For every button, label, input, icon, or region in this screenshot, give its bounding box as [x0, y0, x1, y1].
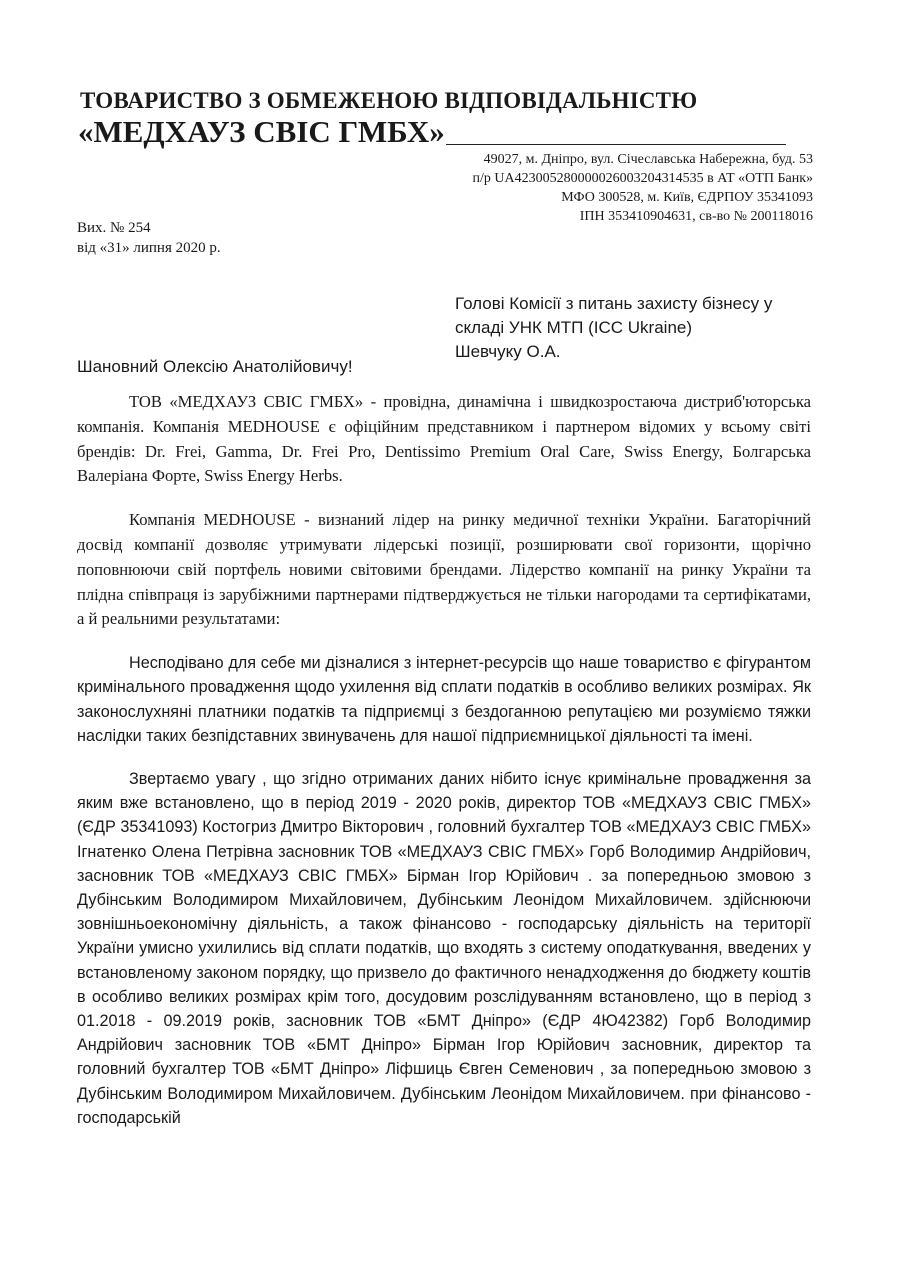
letterhead-rule — [446, 144, 786, 145]
outgoing-date: від «31» липня 2020 р. — [77, 240, 221, 256]
addressee-block — [455, 292, 825, 364]
addressee-line: складі УНК МТП (ICC Ukraine) — [455, 318, 693, 337]
requisites-ipn: ІПН 353410904631, св-во № 200118016 — [579, 209, 813, 224]
outgoing-reference — [77, 218, 221, 258]
addressee-line: Шевчуку О.А. — [455, 342, 561, 361]
paragraph-market-leader: Компанія MEDHOUSE - визнаний лідер на ринку медичної техніки України. Багаторічний досвід компанії дозволяє утримувати лідерські позиції, розширювати свої горизонти, щорічно поповнюючи свій портфель новими світовими брендами. Лідерство компанії на ринку України та плідна співпраця із зарубіжними партнерами підтверджується не тільки нагородами та сертифікатами, а й реальними результатами: — [77, 510, 811, 629]
letter-body — [77, 390, 811, 1149]
greeting: Шановний Олексію Анатолійовичу! — [77, 357, 353, 376]
company-name-line2: «МЕДХАУЗ СВІС ГМБХ» — [78, 114, 445, 149]
company-name-line1: ТОВАРИСТВО З ОБМЕЖЕНОЮ ВІДПОВІДАЛЬНІСТЮ — [80, 88, 698, 113]
paragraph-company-intro: ТОВ «МЕДХАУЗ СВІС ГМБХ» - провідна, динамічна і швидкозростаюча дистриб'юторська компанія. Компанія MEDHOUSE є офіційним представником і партнером відомих у всьому світі брендів: Dr. Frei, Gamma, Dr. Frei Pro, Dentissimo Premium Oral Care, Swiss Energy, Болгарська Валеріана Форте, Swiss Energy Herbs. — [77, 392, 811, 486]
requisites-address: 49027, м. Дніпро, вул. Січеславська Набережна, буд. 53 — [483, 152, 813, 167]
requisites-bank-account: п/р UA423005280000026003204314535 в АТ «ОТП Банк» — [472, 171, 813, 186]
addressee-line: Голові Комісії з питань захисту бізнесу у — [455, 294, 773, 313]
paragraph-criminal-proceeding: Несподівано для себе ми дізналися з інтернет-ресурсів що наше товариство є фігурантом кримінального провадження щодо ухилення від сплати податків в особливо великих розмірах. Як законослухняні платники податків та підприємці з бездоганною репутацією ми розуміємо тяжки наслідки таких безпідставних звинувачень для нашої підприємницької діяльності та імені. — [77, 654, 811, 745]
outgoing-number: Вих. № 254 — [77, 220, 151, 236]
requisites-mfo-edrpou: МФО 300528, м. Київ, ЄДРПОУ 35341093 — [561, 190, 813, 205]
company-requisites — [473, 150, 813, 226]
paragraph-allegations: Звертаємо увагу , що згідно отриманих даних нібито існує кримінальне провадження за яким вже встановлено, що в період 2019 - 2020 років, директор ТОВ «МЕДХАУЗ СВІС ГМБХ» (ЄДР 35341093) Костогриз Дмитро Вікторович , головний бухгалтер ТОВ «МЕДХАУЗ СВІС ГМБХ» Ігнатенко Олена Петрівна засновник ТОВ «МЕДХАУЗ СВІС ГМБХ» Горб Володимир Андрійович, засновник ТОВ «МЕДХАУЗ СВІС ГМБХ» Бірман Ігор Юрійович . за попередньою змовою з Дубінським Володимиром Михайловичем, Дубінським Леонідом Михайловичем. здійснюючи зовнішньоекономічну діяльність, а також фінансово - господарську діяльність на території України умисно ухилились від сплати податків, що входять з систему оподаткування, введених у встановленому законом порядку, що призвело до фактичного ненадходження до бюджету коштів в особливо великих розмірах крім того, досудовим розслідуванням встановлено, що в період з 01.2018 - 09.2019 років, засновник ТОВ «БМТ Дніпро» (ЄДР 4Ю42382) Горб Володимир Андрійович засновник ТОВ «БМТ Дніпро» Бірман Ігор Юрійович засновник, директор та головний бухгалтер ТОВ «БМТ Дніпро» Ліфшиць Євген Семенович , за попередньою змовою з Дубінським Володимиром Михайловичем. Дубінським Леонідом Михайловичем. при фінансово - господарській — [77, 769, 811, 1127]
